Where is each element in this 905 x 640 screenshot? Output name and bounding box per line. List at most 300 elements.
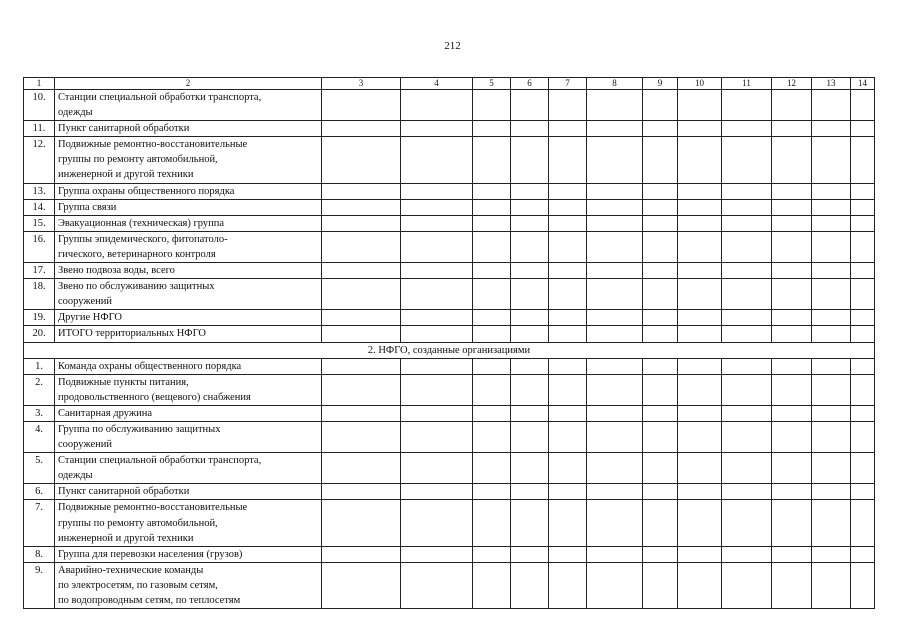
data-cell xyxy=(401,137,473,183)
data-cell xyxy=(511,453,549,484)
table-row xyxy=(24,310,875,326)
data-cell xyxy=(322,546,401,562)
data-cell xyxy=(851,484,875,500)
data-cell xyxy=(643,546,678,562)
data-cell xyxy=(587,121,643,137)
data-cell xyxy=(812,326,851,342)
row-name xyxy=(55,326,322,342)
column-number-cell: 4 xyxy=(401,78,473,90)
data-cell xyxy=(587,374,643,405)
row-name-line: Подвижные пункты питания, xyxy=(58,376,189,388)
data-cell xyxy=(678,546,722,562)
data-cell xyxy=(587,199,643,215)
table-row xyxy=(24,326,875,342)
data-cell xyxy=(812,484,851,500)
data-cell xyxy=(678,90,722,121)
data-cell xyxy=(511,405,549,421)
data-cell xyxy=(401,500,473,546)
data-cell xyxy=(643,484,678,500)
row-number: 6. xyxy=(24,484,55,500)
data-cell xyxy=(549,137,587,183)
row-name xyxy=(55,562,322,608)
data-cell xyxy=(772,199,812,215)
data-cell xyxy=(401,358,473,374)
data-cell xyxy=(322,310,401,326)
table-row xyxy=(24,231,875,262)
data-cell xyxy=(851,263,875,279)
column-number-cell: 12 xyxy=(772,78,812,90)
data-cell xyxy=(473,121,511,137)
data-cell xyxy=(587,453,643,484)
data-cell xyxy=(322,137,401,183)
table-row xyxy=(24,405,875,421)
column-number-cell: 14 xyxy=(851,78,875,90)
data-cell xyxy=(511,121,549,137)
row-name xyxy=(55,231,322,262)
data-cell xyxy=(511,374,549,405)
data-cell xyxy=(772,453,812,484)
data-cell xyxy=(549,453,587,484)
data-cell xyxy=(322,121,401,137)
data-cell xyxy=(511,358,549,374)
data-cell xyxy=(678,500,722,546)
data-cell xyxy=(722,310,772,326)
row-number: 12. xyxy=(24,137,55,183)
data-cell xyxy=(643,326,678,342)
data-cell xyxy=(511,500,549,546)
data-cell xyxy=(772,358,812,374)
data-cell xyxy=(772,546,812,562)
row-name-line: Станции специальной обработки транспорта, xyxy=(58,455,262,467)
data-cell xyxy=(401,326,473,342)
data-cell xyxy=(322,279,401,310)
data-cell xyxy=(772,484,812,500)
row-name xyxy=(55,263,322,279)
table-row xyxy=(24,453,875,484)
data-cell xyxy=(401,121,473,137)
data-cell xyxy=(722,137,772,183)
data-cell xyxy=(812,374,851,405)
data-cell xyxy=(587,484,643,500)
table-row xyxy=(24,263,875,279)
data-cell xyxy=(851,310,875,326)
row-name-line: Группа связи xyxy=(58,201,117,213)
row-name xyxy=(55,421,322,452)
data-cell xyxy=(322,562,401,608)
data-cell xyxy=(772,500,812,546)
data-cell xyxy=(722,405,772,421)
data-cell xyxy=(587,562,643,608)
data-cell xyxy=(812,263,851,279)
data-cell xyxy=(401,199,473,215)
row-name-line: гического, ветеринарного контроля xyxy=(58,248,216,260)
data-cell xyxy=(722,183,772,199)
data-cell xyxy=(401,310,473,326)
column-number-cell: 8 xyxy=(587,78,643,90)
data-cell xyxy=(511,263,549,279)
table-row xyxy=(24,183,875,199)
data-cell xyxy=(511,326,549,342)
data-cell xyxy=(473,484,511,500)
data-cell xyxy=(322,231,401,262)
row-name-line: Подвижные ремонтно-восстановительные xyxy=(58,139,248,151)
data-cell xyxy=(322,405,401,421)
data-cell xyxy=(678,484,722,500)
data-cell xyxy=(643,137,678,183)
data-cell xyxy=(473,405,511,421)
data-cell xyxy=(473,199,511,215)
data-cell xyxy=(643,215,678,231)
row-number: 13. xyxy=(24,183,55,199)
data-cell xyxy=(643,374,678,405)
data-cell xyxy=(812,358,851,374)
row-name-line: Команда охраны общественного порядка xyxy=(58,360,242,372)
row-name-line: Группа для перевозки населения (грузов) xyxy=(58,548,243,560)
data-cell xyxy=(772,326,812,342)
data-cell xyxy=(772,405,812,421)
data-cell xyxy=(678,231,722,262)
data-cell xyxy=(643,421,678,452)
table-row xyxy=(24,199,875,215)
data-cell xyxy=(772,183,812,199)
data-cell xyxy=(549,326,587,342)
row-number: 20. xyxy=(24,326,55,342)
data-cell xyxy=(678,453,722,484)
column-number-row xyxy=(24,78,875,90)
data-cell xyxy=(851,405,875,421)
data-cell xyxy=(401,374,473,405)
data-cell xyxy=(643,199,678,215)
page-number: 212 xyxy=(444,40,461,52)
data-cell xyxy=(812,421,851,452)
data-cell xyxy=(812,199,851,215)
data-cell xyxy=(549,215,587,231)
data-cell xyxy=(473,358,511,374)
data-cell xyxy=(549,90,587,121)
row-name xyxy=(55,279,322,310)
data-cell xyxy=(511,231,549,262)
data-cell xyxy=(587,215,643,231)
data-cell xyxy=(401,546,473,562)
data-cell xyxy=(851,199,875,215)
data-cell xyxy=(643,121,678,137)
data-cell xyxy=(722,453,772,484)
column-number-cell: 11 xyxy=(722,78,772,90)
data-cell xyxy=(401,231,473,262)
data-cell xyxy=(587,500,643,546)
section-row xyxy=(24,342,875,358)
row-name-line: продовольственного (вещевого) снабжения xyxy=(58,391,251,403)
column-number-cell: 1 xyxy=(24,78,55,90)
data-cell xyxy=(473,215,511,231)
row-name-line: инженерной и другой техники xyxy=(58,169,194,181)
table-row xyxy=(24,121,875,137)
table-row xyxy=(24,279,875,310)
row-name-line: Пункт санитарной обработки xyxy=(58,486,190,498)
data-cell xyxy=(812,121,851,137)
data-cell xyxy=(587,279,643,310)
data-cell xyxy=(851,231,875,262)
row-number: 7. xyxy=(24,500,55,546)
data-cell xyxy=(772,562,812,608)
row-number: 2. xyxy=(24,374,55,405)
data-cell xyxy=(722,562,772,608)
section-title: 2. НФГО, созданные организациями xyxy=(24,342,875,358)
data-cell xyxy=(322,374,401,405)
data-cell xyxy=(722,546,772,562)
data-cell xyxy=(722,215,772,231)
data-cell xyxy=(511,199,549,215)
row-name-line: Станции специальной обработки транспорта, xyxy=(58,92,262,103)
table-row xyxy=(24,137,875,183)
row-name-line: Эвакуационная (техническая) группа xyxy=(58,217,225,229)
data-cell xyxy=(401,279,473,310)
data-cell xyxy=(473,263,511,279)
data-cell xyxy=(511,546,549,562)
column-number-cell: 13 xyxy=(812,78,851,90)
data-cell xyxy=(511,90,549,121)
row-number: 1. xyxy=(24,358,55,374)
row-name-line: Звено по обслуживанию защитных xyxy=(58,281,215,293)
data-cell xyxy=(678,405,722,421)
data-cell xyxy=(511,484,549,500)
row-name-line: сооружений xyxy=(58,296,113,308)
data-cell xyxy=(322,199,401,215)
data-cell xyxy=(401,183,473,199)
data-cell xyxy=(772,263,812,279)
row-name xyxy=(55,484,322,500)
data-cell xyxy=(851,121,875,137)
row-name-line: группы по ремонту автомобильной, xyxy=(58,154,218,166)
data-cell xyxy=(587,326,643,342)
row-number: 5. xyxy=(24,453,55,484)
data-cell xyxy=(678,279,722,310)
data-cell xyxy=(722,199,772,215)
data-cell xyxy=(772,121,812,137)
data-cell xyxy=(851,374,875,405)
data-cell xyxy=(401,562,473,608)
data-cell xyxy=(322,500,401,546)
row-name xyxy=(55,121,322,137)
data-cell xyxy=(812,500,851,546)
row-number: 14. xyxy=(24,199,55,215)
row-name xyxy=(55,358,322,374)
row-number: 19. xyxy=(24,310,55,326)
data-cell xyxy=(812,453,851,484)
data-cell xyxy=(851,90,875,121)
row-name xyxy=(55,310,322,326)
data-cell xyxy=(511,562,549,608)
row-number: 11. xyxy=(24,121,55,137)
data-cell xyxy=(678,215,722,231)
data-cell xyxy=(473,546,511,562)
data-cell xyxy=(587,231,643,262)
report-table xyxy=(23,77,875,609)
data-cell xyxy=(851,183,875,199)
data-cell xyxy=(322,484,401,500)
row-number: 3. xyxy=(24,405,55,421)
data-cell xyxy=(722,484,772,500)
data-cell xyxy=(322,90,401,121)
data-cell xyxy=(587,421,643,452)
row-name-line: Группы эпидемического, фитопатоло- xyxy=(58,233,228,245)
column-number-cell: 10 xyxy=(678,78,722,90)
table-row xyxy=(24,484,875,500)
data-cell xyxy=(643,405,678,421)
data-cell xyxy=(772,374,812,405)
data-cell xyxy=(772,310,812,326)
data-cell xyxy=(401,90,473,121)
data-cell xyxy=(722,263,772,279)
data-cell xyxy=(473,562,511,608)
data-cell xyxy=(812,231,851,262)
row-name xyxy=(55,137,322,183)
data-cell xyxy=(772,137,812,183)
row-name-line: сооружений xyxy=(58,439,113,451)
data-cell xyxy=(678,326,722,342)
data-cell xyxy=(772,215,812,231)
data-cell xyxy=(322,215,401,231)
data-cell xyxy=(643,500,678,546)
row-name-line: по электросетям, по газовым сетям, xyxy=(58,579,218,591)
row-name xyxy=(55,199,322,215)
data-cell xyxy=(511,137,549,183)
data-cell xyxy=(643,358,678,374)
row-name-line: одежды xyxy=(58,470,93,482)
data-cell xyxy=(722,90,772,121)
data-cell xyxy=(678,374,722,405)
data-cell xyxy=(473,453,511,484)
data-cell xyxy=(587,263,643,279)
data-cell xyxy=(473,421,511,452)
data-cell xyxy=(549,546,587,562)
data-cell xyxy=(473,279,511,310)
data-cell xyxy=(322,183,401,199)
data-cell xyxy=(401,421,473,452)
row-number: 9. xyxy=(24,562,55,608)
data-cell xyxy=(549,263,587,279)
data-cell xyxy=(643,279,678,310)
data-cell xyxy=(812,90,851,121)
data-cell xyxy=(401,263,473,279)
data-cell xyxy=(587,358,643,374)
table-row xyxy=(24,546,875,562)
row-name xyxy=(55,183,322,199)
data-cell xyxy=(322,453,401,484)
data-cell xyxy=(812,183,851,199)
data-cell xyxy=(722,500,772,546)
data-cell xyxy=(643,310,678,326)
data-cell xyxy=(401,215,473,231)
data-cell xyxy=(851,279,875,310)
data-cell xyxy=(678,199,722,215)
data-cell xyxy=(473,137,511,183)
table-row xyxy=(24,500,875,546)
data-cell xyxy=(587,183,643,199)
data-cell xyxy=(812,310,851,326)
data-cell xyxy=(678,137,722,183)
row-name xyxy=(55,405,322,421)
data-cell xyxy=(549,500,587,546)
column-number-cell: 3 xyxy=(322,78,401,90)
table-row xyxy=(24,215,875,231)
data-cell xyxy=(772,90,812,121)
data-cell xyxy=(549,405,587,421)
data-cell xyxy=(473,231,511,262)
row-number: 10. xyxy=(24,90,55,121)
data-cell xyxy=(678,183,722,199)
data-cell xyxy=(643,231,678,262)
column-number-cell: 6 xyxy=(511,78,549,90)
column-number-cell: 7 xyxy=(549,78,587,90)
data-cell xyxy=(678,263,722,279)
data-cell xyxy=(587,137,643,183)
data-cell xyxy=(511,183,549,199)
table-row xyxy=(24,421,875,452)
data-cell xyxy=(587,310,643,326)
table-row xyxy=(24,90,875,121)
data-cell xyxy=(322,263,401,279)
data-cell xyxy=(812,546,851,562)
data-cell xyxy=(772,231,812,262)
data-cell xyxy=(678,562,722,608)
data-cell xyxy=(643,90,678,121)
data-cell xyxy=(812,279,851,310)
data-cell xyxy=(851,137,875,183)
data-cell xyxy=(722,326,772,342)
row-name-line: одежды xyxy=(58,107,93,119)
data-cell xyxy=(322,421,401,452)
row-name-line: Звено подвоза воды, всего xyxy=(58,265,175,277)
row-name-line: Группа охраны общественного порядка xyxy=(58,185,235,197)
row-name-line: Подвижные ремонтно-восстановительные xyxy=(58,502,248,514)
data-cell xyxy=(812,405,851,421)
data-cell xyxy=(549,374,587,405)
column-number-cell: 9 xyxy=(643,78,678,90)
row-name-line: ИТОГО территориальных НФГО xyxy=(58,328,206,340)
row-name xyxy=(55,500,322,546)
row-name-line: по водопроводным сетям, по теплосетям xyxy=(58,595,241,606)
data-cell xyxy=(812,215,851,231)
data-cell xyxy=(549,484,587,500)
row-number: 4. xyxy=(24,421,55,452)
data-cell xyxy=(473,310,511,326)
data-cell xyxy=(473,374,511,405)
data-cell xyxy=(678,358,722,374)
row-name-line: Аварийно-технические команды xyxy=(58,564,204,576)
row-name-line: Другие НФГО xyxy=(58,312,123,324)
data-cell xyxy=(322,326,401,342)
data-cell xyxy=(722,121,772,137)
row-name-line: инженерной и другой техники xyxy=(58,532,194,544)
data-cell xyxy=(678,310,722,326)
data-cell xyxy=(549,183,587,199)
data-cell xyxy=(549,310,587,326)
row-number: 15. xyxy=(24,215,55,231)
row-name-line: Группа по обслуживанию защитных xyxy=(58,423,221,435)
data-cell xyxy=(722,279,772,310)
data-cell xyxy=(587,90,643,121)
data-cell xyxy=(511,310,549,326)
data-cell xyxy=(401,453,473,484)
data-cell xyxy=(549,279,587,310)
data-cell xyxy=(511,279,549,310)
data-cell xyxy=(587,546,643,562)
column-number-cell: 2 xyxy=(55,78,322,90)
data-cell xyxy=(511,421,549,452)
data-cell xyxy=(587,405,643,421)
data-cell xyxy=(549,121,587,137)
